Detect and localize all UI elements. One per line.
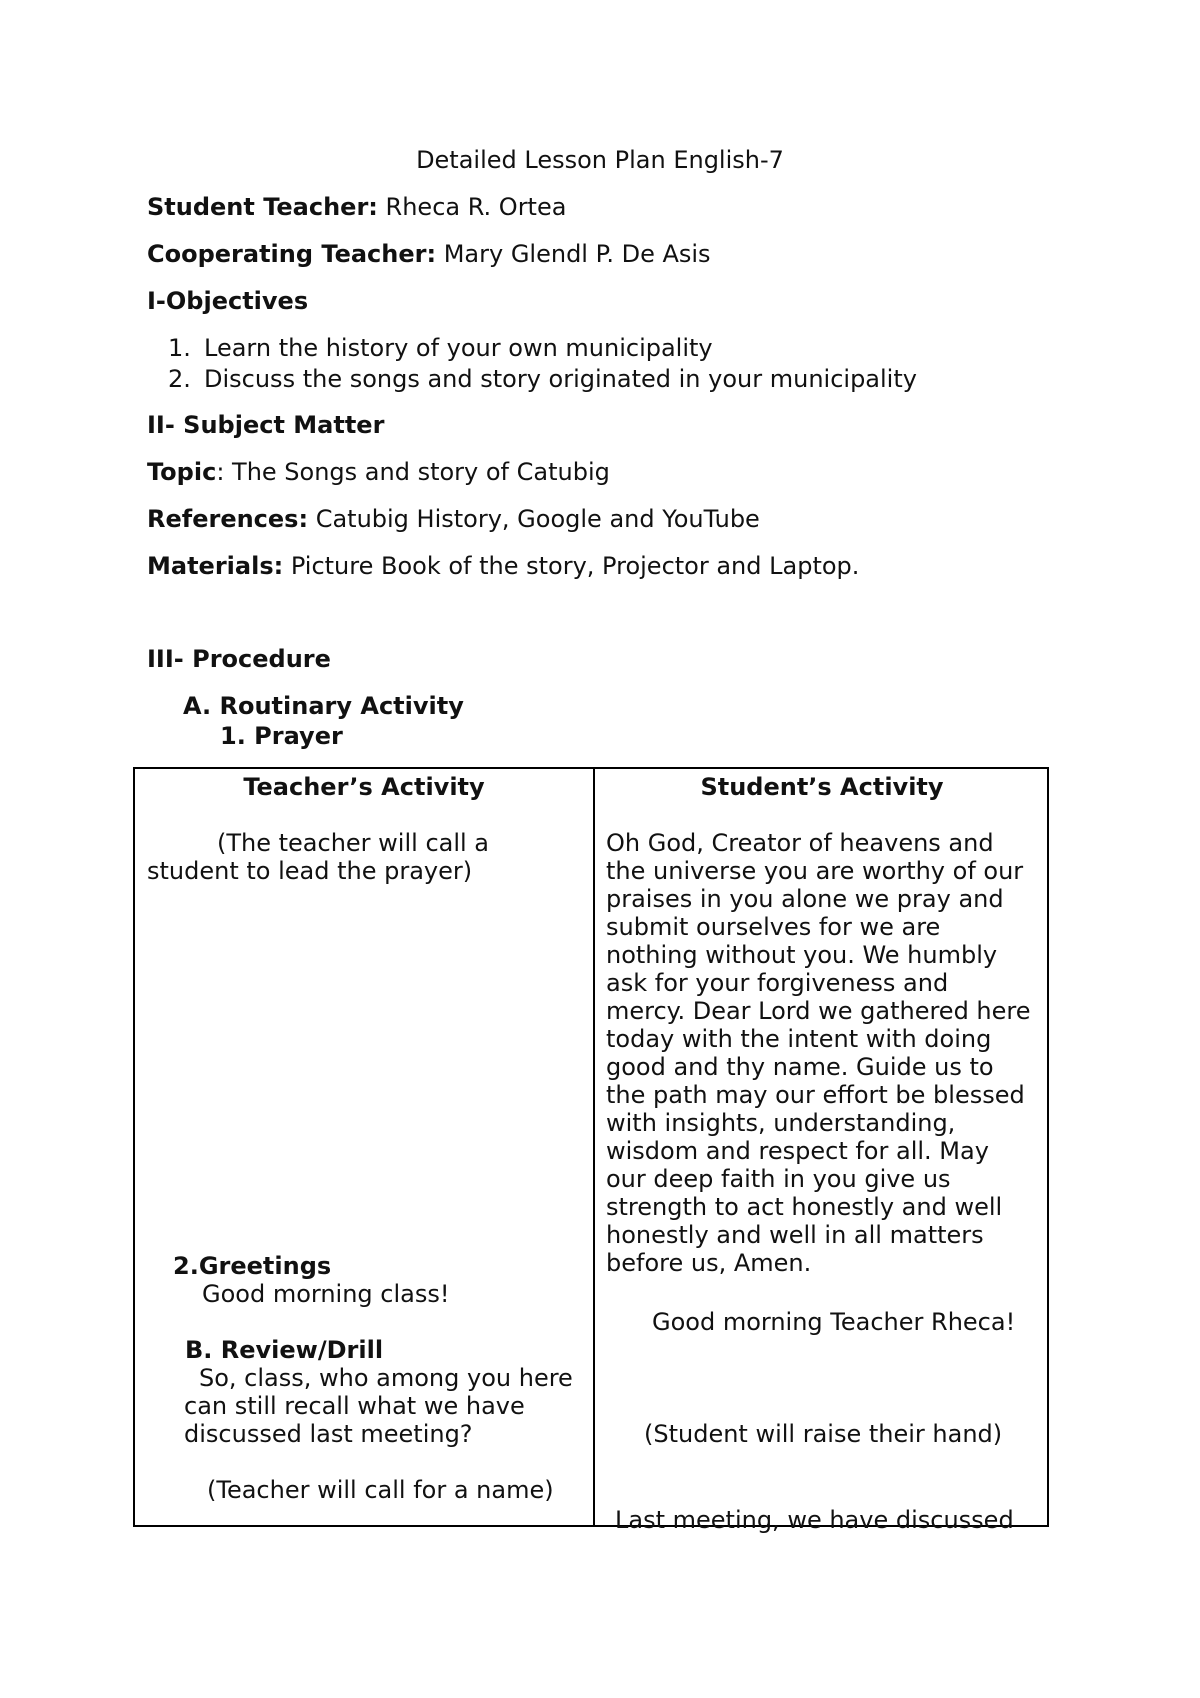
prayer-line: ask for your forgiveness and xyxy=(606,969,949,997)
document-title: Detailed Lesson Plan English-7 xyxy=(416,146,784,174)
teacher-activity-header: Teacher’s Activity xyxy=(243,773,485,801)
objective-text: Discuss the songs and story originated in your municipality xyxy=(204,365,917,393)
objectives-heading: I-Objectives xyxy=(147,287,309,315)
student-prayer xyxy=(606,829,1031,1277)
prayer-line: mercy. Dear Lord we gathered here xyxy=(606,997,1031,1025)
teacher-call-name: (Teacher will call for a name) xyxy=(207,1476,554,1504)
materials-value: Picture Book of the story, Projector and Laptop. xyxy=(283,552,860,580)
prayer-line: nothing without you. We humbly xyxy=(606,941,998,969)
objectives-list xyxy=(168,333,917,395)
teacher-greeting: Good morning class! xyxy=(202,1280,450,1308)
review-line: discussed last meeting? xyxy=(184,1420,473,1448)
prayer-line: the path may our effort be blessed xyxy=(606,1081,1025,1109)
prayer-line: the universe you are worthy of our xyxy=(606,857,1024,885)
cooperating-teacher-label: Cooperating Teacher: xyxy=(147,240,437,268)
student-teacher-value: Rheca R. Ortea xyxy=(377,193,567,221)
objective-number: 1. xyxy=(168,334,191,362)
review-drill-heading: B. Review/Drill xyxy=(185,1336,384,1364)
materials-line xyxy=(147,552,859,580)
prayer-line: with insights, understanding, xyxy=(606,1109,956,1137)
student-greeting-reply: Good morning Teacher Rheca! xyxy=(652,1308,1016,1336)
teacher-prayer-line: student to lead the prayer) xyxy=(147,857,473,885)
prayer-line: praises in you alone we pray and xyxy=(606,885,1004,913)
references-value: Catubig History, Google and YouTube xyxy=(308,505,760,533)
cooperating-teacher-value: Mary Glendl P. De Asis xyxy=(436,240,711,268)
procedure-heading: III- Procedure xyxy=(147,645,331,673)
references-label: References: xyxy=(147,505,309,533)
prayer-line: wisdom and respect for all. May xyxy=(606,1137,989,1165)
subject-matter-heading: II- Subject Matter xyxy=(147,411,385,439)
prayer-line: strength to act honestly and well xyxy=(606,1193,1003,1221)
review-line: can still recall what we have xyxy=(184,1392,525,1420)
objective-item xyxy=(168,333,917,364)
prayer-line: Oh God, Creator of heavens and xyxy=(606,829,994,857)
objective-number: 2. xyxy=(168,365,191,393)
prayer-line: submit ourselves for we are xyxy=(606,913,941,941)
teacher-prayer-line: (The teacher will call a xyxy=(217,829,490,857)
prayer-heading: 1. Prayer xyxy=(220,722,343,750)
student-teacher-line xyxy=(147,193,566,221)
student-raise-hand: (Student will raise their hand) xyxy=(644,1420,1003,1448)
prayer-line: today with the intent with doing xyxy=(606,1025,992,1053)
objective-text: Learn the history of your own municipality xyxy=(204,334,713,362)
review-line: So, class, who among you here xyxy=(199,1364,573,1392)
student-activity-header: Student’s Activity xyxy=(700,773,944,801)
student-teacher-label: Student Teacher: xyxy=(147,193,378,221)
cooperating-teacher-line xyxy=(147,240,711,268)
routinary-activity-heading: A. Routinary Activity xyxy=(183,692,464,720)
topic-line xyxy=(147,458,610,486)
prayer-line: honestly and well in all matters xyxy=(606,1221,984,1249)
prayer-line: before us, Amen. xyxy=(606,1249,812,1277)
prayer-line: good and thy name. Guide us to xyxy=(606,1053,994,1081)
greetings-heading: 2.Greetings xyxy=(173,1252,332,1280)
topic-value: : The Songs and story of Catubig xyxy=(216,458,610,486)
materials-label: Materials: xyxy=(147,552,284,580)
table-column-divider xyxy=(593,769,595,1525)
prayer-line: our deep faith in you give us xyxy=(606,1165,951,1193)
topic-label: Topic xyxy=(147,458,217,486)
activity-table xyxy=(133,767,1049,1534)
objective-item xyxy=(168,364,917,395)
student-last-meeting: Last meeting, we have discussed xyxy=(615,1506,1014,1534)
references-line xyxy=(147,505,760,533)
